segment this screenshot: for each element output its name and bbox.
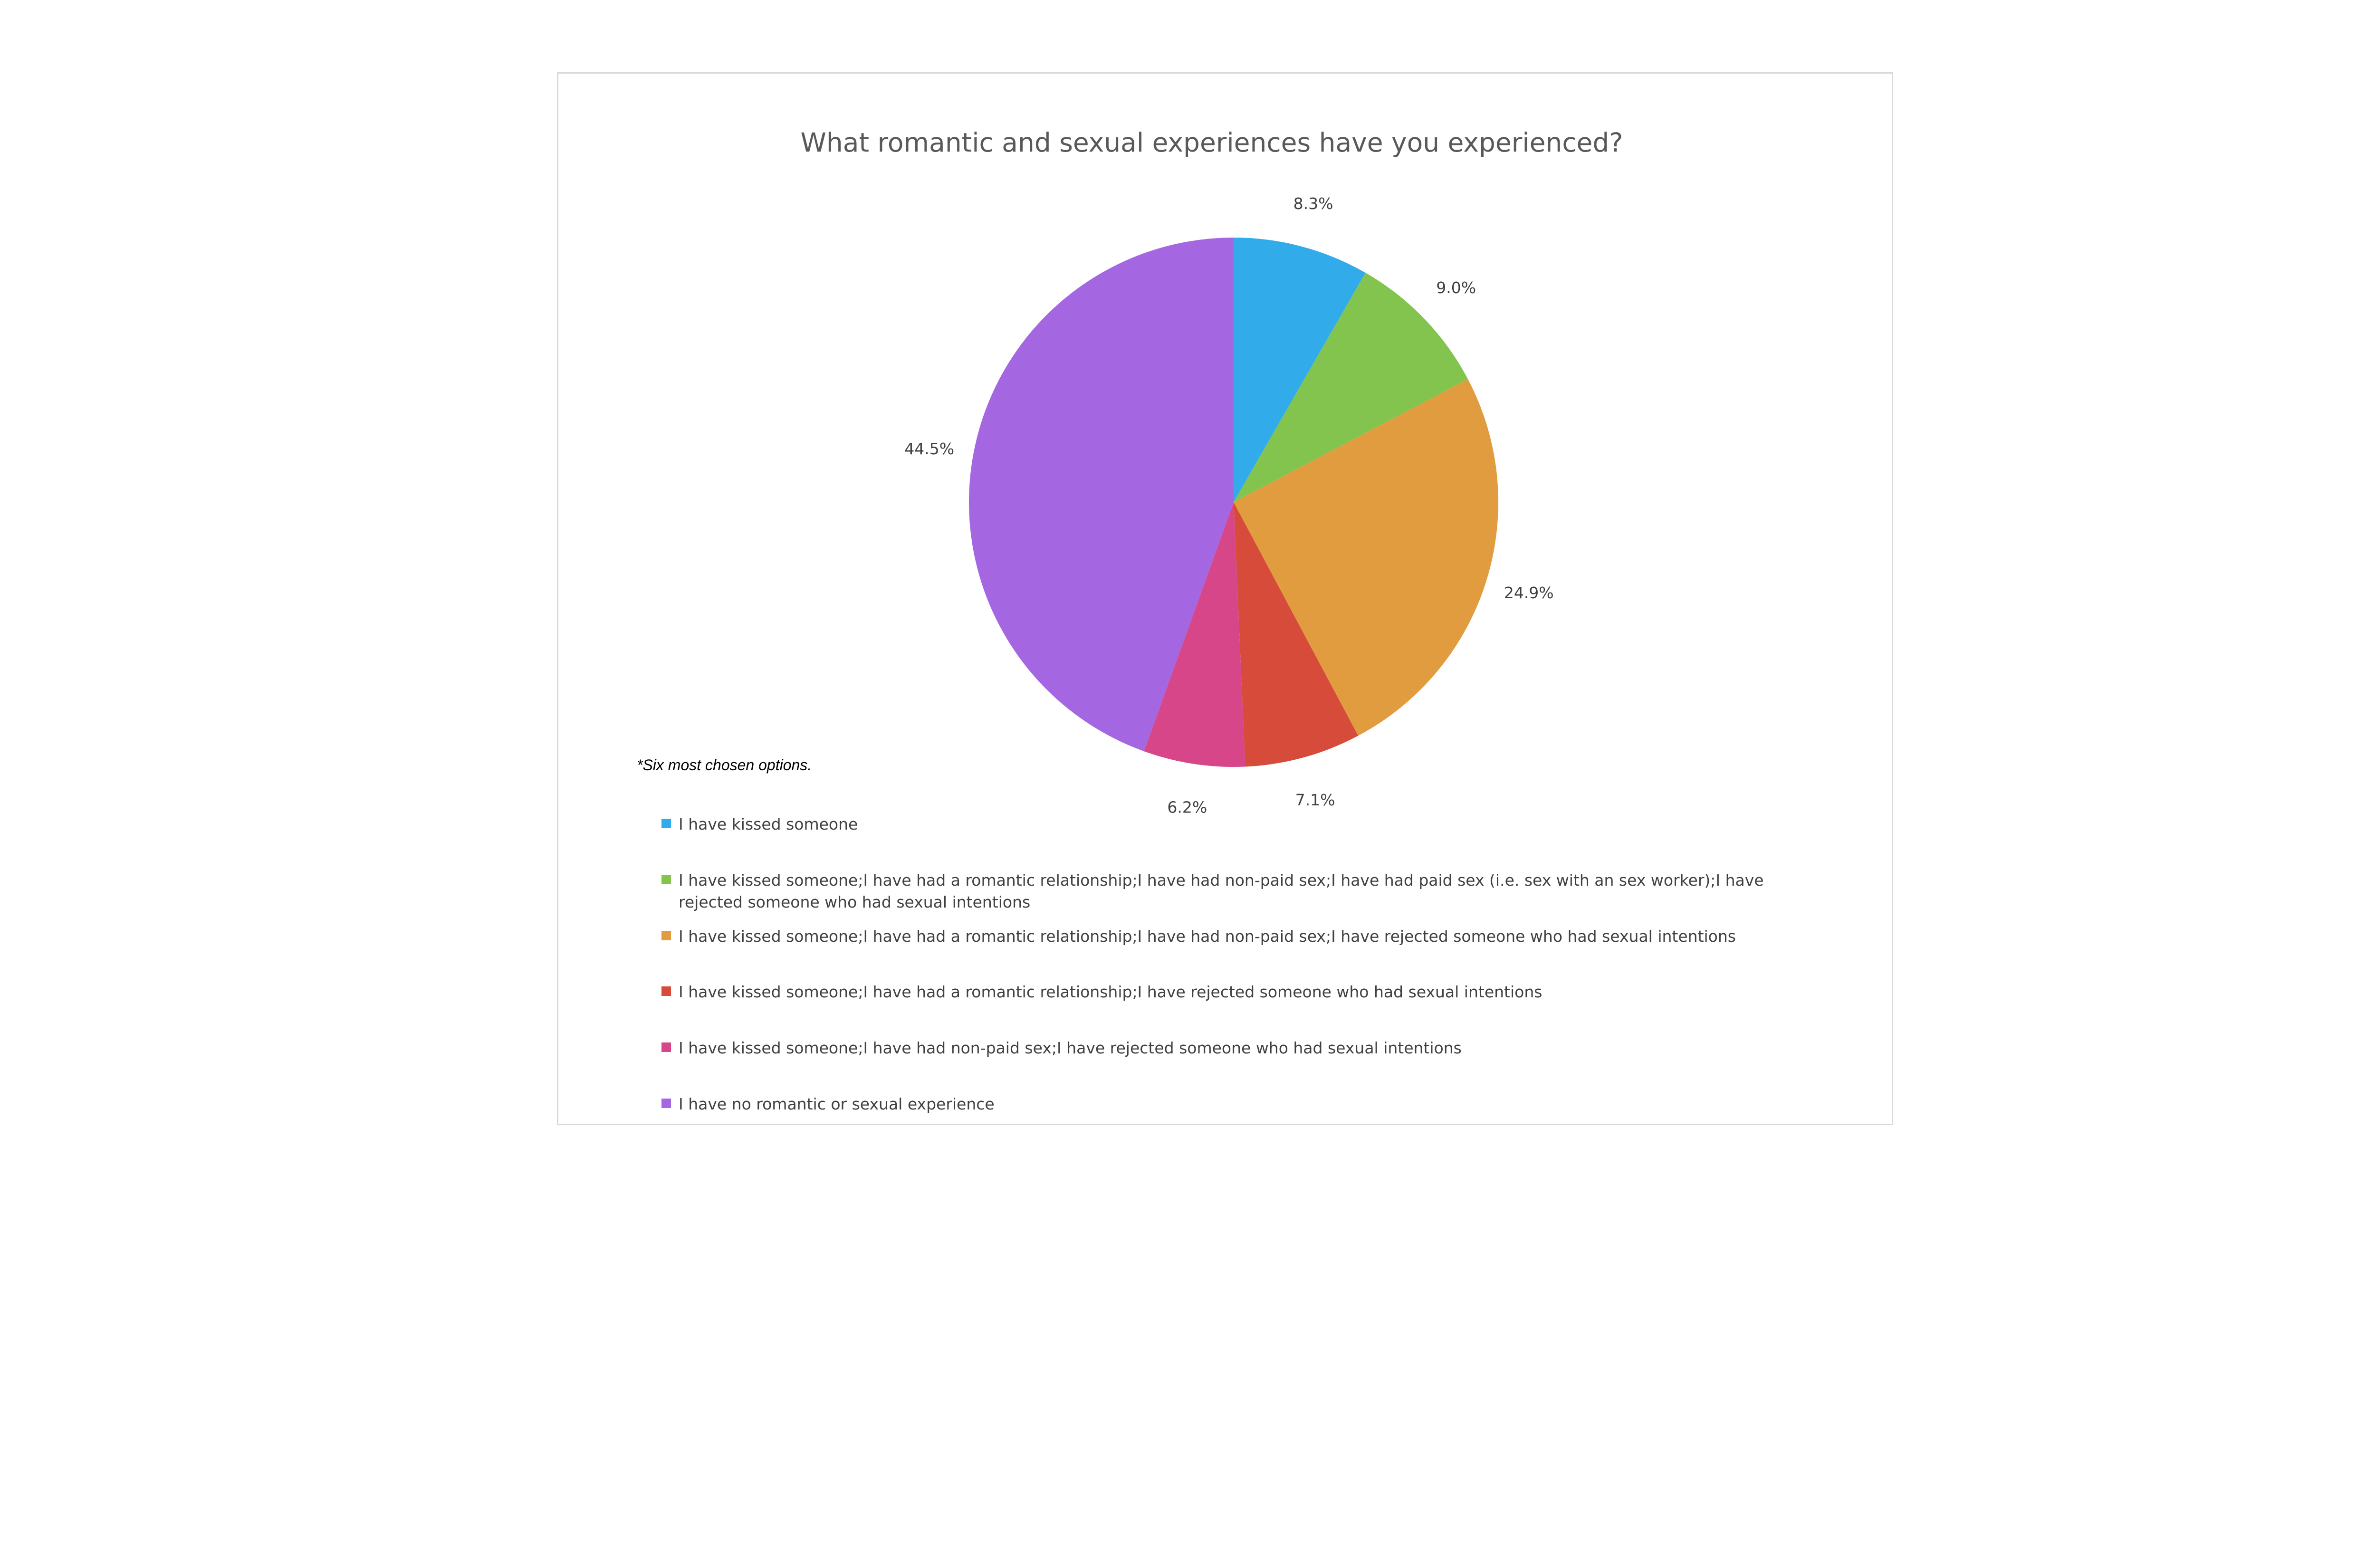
legend-item-1: [661, 813, 1811, 835]
legend-swatch-4: [661, 986, 671, 996]
data-label-1: 8.3%: [1293, 194, 1333, 213]
legend-item-5: [661, 1037, 1811, 1059]
legend-label-1: I have kissed someone: [679, 815, 858, 833]
legend-swatch-2: [661, 875, 671, 884]
legend-item-3: [661, 926, 1811, 947]
chart-title: What romantic and sexual experiences have you experienced?: [800, 127, 1623, 158]
legend-label-5: I have kissed someone;I have had non-paid sex;I have rejected someone who had sexual intentions: [679, 1039, 1462, 1057]
data-label-5: 6.2%: [1167, 798, 1207, 817]
legend-label-3: I have kissed someone;I have had a romantic relationship;I have had non-paid sex;I have rejected someone who had sexual intentions: [679, 927, 1736, 946]
legend-item-4: [661, 981, 1811, 1003]
chart-footnote: *Six most chosen options.: [637, 756, 812, 774]
legend-swatch-5: [661, 1042, 671, 1052]
legend-label-2: I have kissed someone;I have had a romantic relationship;I have had non-paid sex;I have had paid sex (i.e. sex with an sex worker);I have rejected someone who had sexual intentions: [679, 871, 1764, 911]
legend-label-4: I have kissed someone;I have had a romantic relationship;I have rejected someone who had sexual intentions: [679, 983, 1542, 1001]
data-label-2: 9.0%: [1436, 278, 1476, 297]
legend-label-6: I have no romantic or sexual experience: [679, 1095, 995, 1113]
legend-item-2: [661, 870, 1811, 913]
data-label-3: 24.9%: [1504, 583, 1554, 602]
legend-swatch-1: [661, 819, 671, 828]
legend-item-6: [661, 1093, 1811, 1115]
data-label-4: 7.1%: [1295, 790, 1335, 809]
data-label-6: 44.5%: [904, 440, 955, 459]
legend-swatch-3: [661, 931, 671, 940]
pie-slices: [969, 238, 1498, 767]
legend-swatch-6: [661, 1099, 671, 1108]
